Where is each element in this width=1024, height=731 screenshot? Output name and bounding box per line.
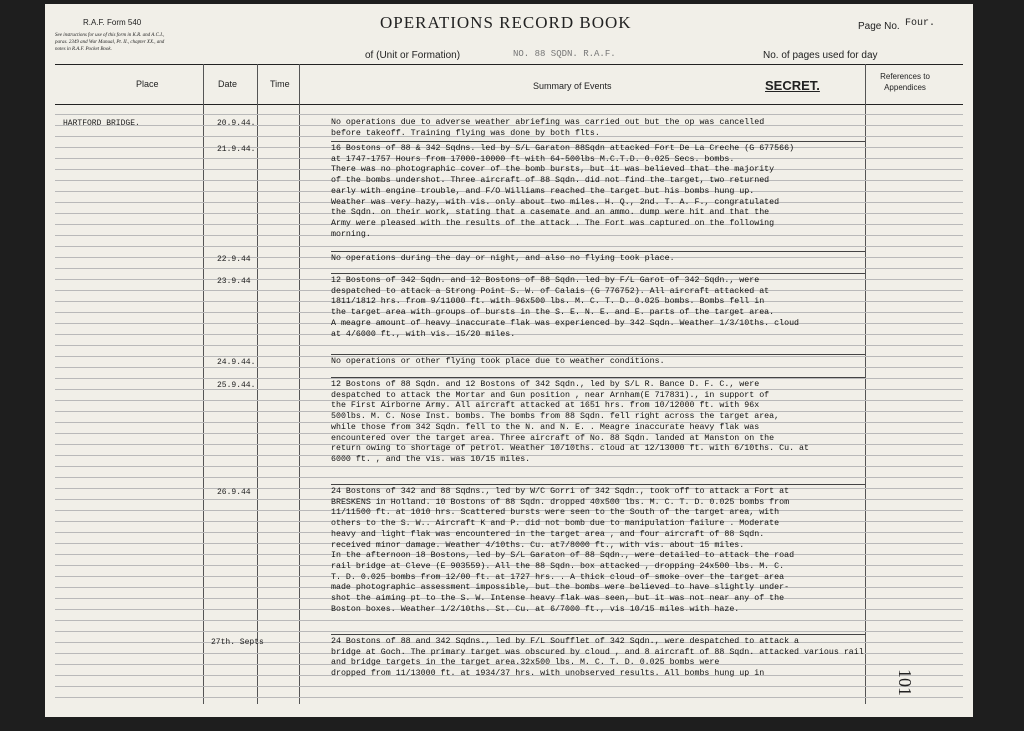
summary-line: the Sqdn. on their work, stating that a casemate and an ammo. dump were hit and that the <box>331 208 770 218</box>
ruled-line <box>55 268 963 269</box>
summary-line: bridge at Goch. The primary target was obscured by cloud , and 8 aircraft of 88 Sqdn. attacked various rail <box>331 647 864 657</box>
summary-line: No operations during the day or night, and also no flying took place. <box>331 254 675 263</box>
summary-line: 16 Bostons of 88 & 342 Sqdns. led by S/L Garaton 88Sqdn attacked Fort De La Creche (G 677566) <box>331 144 795 153</box>
entry-summary <box>331 487 971 615</box>
entry-date: 23.9.44 <box>217 277 251 286</box>
pages-used-label: No. of pages used for day <box>763 50 878 61</box>
column-header-time: Time <box>270 79 290 89</box>
summary-line: the First Airborne Army. All aircraft attacked at 1651 hrs. from 10/12000 ft. with 96x <box>331 401 760 411</box>
summary-line: 24 Bostons of 342 and 88 Sqdns., led by W/C Gorri of 342 Sqdn., took off to attack a Fort at <box>331 487 790 496</box>
entry-date: 24.9.44. <box>217 358 256 367</box>
column-rule-place <box>203 64 204 704</box>
summary-line: return owing to shortage of petrol. Weather 10/10ths. cloud at 12/13000 ft. with 6/10ths. Cu. at <box>331 444 809 454</box>
summary-line: 6000 ft. , and the vis. was 10/15 miles. <box>331 454 531 464</box>
column-rule-time <box>299 64 300 704</box>
summary-line: No operations or other flying took place due to weather conditions. <box>331 357 665 366</box>
summary-line: received minor damage. Weather 4/10ths. Cu. at7/8000 ft., with vis. about 15 miles. <box>331 540 745 550</box>
page-no-value: Four. <box>905 18 936 29</box>
entry-separator <box>331 354 865 355</box>
entry-date: 22.9.44 <box>217 255 251 264</box>
ruled-line <box>55 246 963 247</box>
summary-line: No operations due to adverse weather abriefing was carried out but the op was cancelled <box>331 118 765 127</box>
summary-line: 500lbs. M. C. Nose Inst. bombs. The bombs from 88 Sqdn. fell right across the target area, <box>331 412 780 422</box>
summary-line: of the bombs undershot. Three aircraft of 88 Sqdn. did not find the target, two returned <box>331 176 770 186</box>
column-header-rule <box>55 104 963 105</box>
summary-line: others to the S. W.. Aircraft K and P. did not bomb due to manipulation failure . Moderate <box>331 519 780 529</box>
entry-date: 20.9.44. <box>217 119 256 128</box>
column-header-references: References to Appendices <box>880 72 930 92</box>
ruled-line <box>55 345 963 346</box>
entry-separator <box>331 141 865 142</box>
summary-line: before takeoff. Training flying was done by both flts. <box>331 128 600 138</box>
summary-line: while those from 342 Sqdn. fell to the N. and N. E. . Meagre inaccurate heavy flak was <box>331 422 760 432</box>
summary-line: rail bridge at Cleve (E 903559). All the 88 Sqdn. box attacked , dropping 24x500 lbs. M. C. <box>331 561 785 571</box>
entry-separator <box>331 377 865 378</box>
ruled-line <box>55 697 963 698</box>
entry-summary <box>331 118 971 139</box>
secret-stamp: SECRET. <box>765 78 820 93</box>
summary-line: 1811/1812 hrs. from 9/11000 ft. with 96x500 lbs. M. C. T. D. 0.025 bombs. Bombs fell in <box>331 297 765 307</box>
summary-line: morning. <box>331 229 371 239</box>
column-header-summary: Summary of Events <box>533 81 612 91</box>
form-number: R.A.F. Form 540 <box>83 18 142 27</box>
ruled-line <box>55 466 963 467</box>
entry-date: 26.9.44 <box>217 488 251 497</box>
summary-line: A meagre amount of heavy inaccurate flak was experienced by 342 Sqdn. Weather 1/3/10ths. cloud <box>331 318 800 328</box>
summary-line: T. D. 0.025 bombs from 12/00 ft. at 1727 hrs. . A thick cloud of smoke over the target area <box>331 572 785 582</box>
summary-line: 12 Bostons of 88 Sqdn. and 12 Bostons of 342 Sqdn., led by S/L R. Bance D. F. C., were <box>331 380 760 389</box>
form-instructions: See instructions for use of this form in K.R. and A.C.I., paras. 2349 and War Manual, Pt. II., chapter XX., and notes in R.A.F. Pocket Book. <box>55 33 165 52</box>
header-rule <box>55 64 963 65</box>
summary-line: despatched to attack a Strong Point S. W. of Calais (G 776752). All aircraft attacked at <box>331 286 770 296</box>
summary-line: despatched to attack the Mortar and Gun position , near Arnham(E 717831)., in support of <box>331 390 770 400</box>
column-rule-date <box>257 64 258 704</box>
ruled-line <box>55 378 963 379</box>
folio-number: 101 <box>895 669 915 696</box>
summary-line: Army were pleased with the results of the attack . The Fort was captured on the following <box>331 218 775 228</box>
summary-line: at 4/6000 ft., with vis. 15/20 miles. <box>331 329 516 339</box>
summary-line: 11/11500 ft. at 1010 hrs. Scattered bursts were seen to the South of the target area, with <box>331 508 780 518</box>
summary-line: BRESKENS in Holland. 10 Bostons of 88 Sqdn. dropped 40x500 lbs. M. C. T. D. 0.025 bombs from <box>331 497 790 507</box>
entry-summary <box>331 637 971 680</box>
column-header-date: Date <box>218 79 238 89</box>
entry-summary <box>331 357 971 368</box>
entry-separator <box>331 634 865 635</box>
entry-summary <box>331 380 971 466</box>
column-header-place: Place <box>136 79 159 89</box>
summary-line: early with engine trouble, and F/O Williams reached the target but his bombs hung up. <box>331 186 755 196</box>
summary-line: encountered over the target area. Three aircraft of No. 88 Sqdn. landed at Manston on the <box>331 433 775 443</box>
entry-summary <box>331 144 971 240</box>
summary-line: shot the aiming pt to the S. W. Intense heavy flak was seen, but it was not near any of the <box>331 594 785 604</box>
entry-summary <box>331 254 971 265</box>
unit-label: of (Unit or Formation) <box>365 50 461 61</box>
entry-separator <box>331 484 865 485</box>
entry-date: 25.9.44. <box>217 381 256 390</box>
entry-date: 27th. Septs <box>211 638 264 647</box>
summary-line: Weather was very hazy, with vis. only about two miles. H. Q., 2nd. T. A. F., congratulated <box>331 197 780 207</box>
summary-line: 12 Bostons of 342 Sqdn. and 12 Bostons of 88 Sqdn. led by F/L Garot of 342 Sqdn., were <box>331 276 760 285</box>
ruled-line <box>55 631 963 632</box>
summary-line: heavy and light flak was encountered in the target area , and four aircraft of 88 Sqdn. <box>331 529 765 539</box>
summary-line: In the afternoon 18 Bostons, led by S/L Garaton of 88 Sqdn., were detailed to attack the road <box>331 551 795 561</box>
summary-line: Boston boxes. Weather 1/2/10ths. St. Cu. at 6/7000 ft., vis 10/15 miles with haze. <box>331 604 740 614</box>
summary-line: 24 Bostons of 88 and 342 Sqdns., led by F/L Soufflet of 342 Sqdn., were despatched to attack a <box>331 637 800 646</box>
page-no-label: Page No. <box>858 21 900 32</box>
summary-line: There was no photographic cover of the bomb bursts, but it was believed that the majority <box>331 165 775 175</box>
entry-separator <box>331 251 865 252</box>
summary-line: dropped from 11/13000 ft. at 1934/37 hrs. with unobserved results. All bombs hung up in <box>331 669 765 679</box>
ruled-line <box>55 114 963 115</box>
summary-line: and bridge targets in the target area.32x500 lbs. M. C. T. D. 0.025 bombs were <box>331 658 720 668</box>
ruled-line <box>55 477 963 478</box>
ruled-line <box>55 686 963 687</box>
unit-value: NO. 88 SQDN. R.A.F. <box>513 49 616 59</box>
summary-line: the target area with groups of bursts in the S. E. N. E. and E. parts of the target area. <box>331 308 775 318</box>
entry-place: HARTFORD BRIDGE. <box>63 119 140 128</box>
entry-summary <box>331 276 971 340</box>
summary-line: made photographic assessment impossible, but the bombs were believed to have slightly under- <box>331 583 790 593</box>
entry-date: 21.9.44. <box>217 145 256 154</box>
page-title: OPERATIONS RECORD BOOK <box>380 13 632 32</box>
entry-separator <box>331 273 865 274</box>
record-sheet <box>45 4 973 717</box>
summary-line: at 1747-1757 Hours from 17000-10000 ft with 64-500lbs M.C.T.D. 0.025 Secs. bombs. <box>331 154 735 164</box>
ruled-line <box>55 620 963 621</box>
